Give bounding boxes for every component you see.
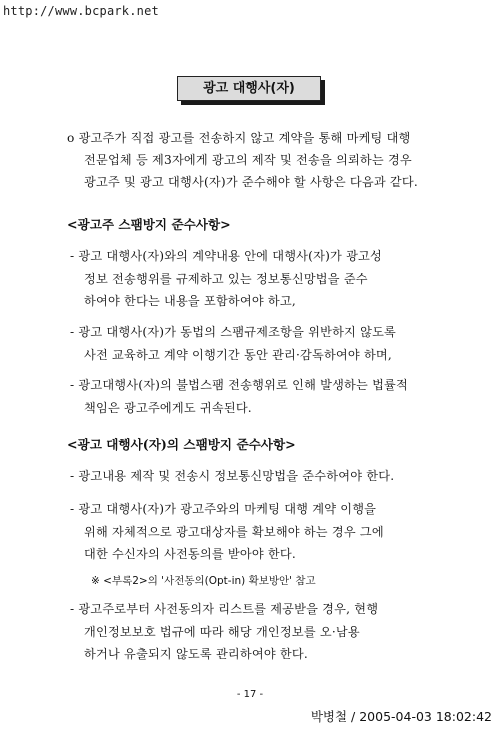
source-url-watermark: http://www.bcpark.net — [3, 4, 159, 18]
intro-line: 전문업체 등 제3자에게 광고의 제작 및 전송을 의뢰하는 경우 — [84, 153, 412, 167]
list-item-line: 책임은 광고주에게도 귀속된다. — [84, 400, 252, 415]
list-item-line: 사전 교육하고 계약 이행기간 동안 관리·감독하여야 하며, — [84, 347, 392, 362]
list-item-line: 하거나 유출되지 않도록 관리하여야 한다. — [84, 647, 308, 661]
title-box — [177, 76, 325, 105]
intro-line: 광고주 및 광고 대행사(자)가 준수해야 할 사항은 다음과 같다. — [84, 175, 418, 189]
list-item-line: 개인정보보호 법규에 따라 해당 개인정보를 오·남용 — [84, 624, 360, 639]
list-item-line: - 광고 대행사(자)가 광고주와의 마케팅 대행 계약 이행을 — [70, 502, 377, 516]
reference-note: ※ <부록2>의 '사전동의(Opt-in) 확보방안' 참고 — [91, 575, 316, 587]
section-heading-advertiser: <광고주 스팸방지 준수사항> — [67, 217, 231, 232]
page-title: 광고 대행사(자) — [177, 76, 321, 101]
list-item — [70, 245, 454, 313]
list-item-line: - 광고내용 제작 및 전송시 정보통신망법을 준수하여야 한다. — [70, 469, 395, 483]
section-heading-agency: <광고 대행사(자)의 스팸방지 준수사항> — [67, 437, 296, 452]
list-item — [70, 321, 454, 366]
list-item — [70, 598, 454, 666]
intro-paragraph — [67, 127, 451, 193]
list-item-line: - 광고주로부터 사전동의자 리스트를 제공받을 경우, 현행 — [70, 602, 379, 616]
author-timestamp-watermark: 박병철 / 2005-04-03 18:02:42 — [310, 709, 492, 724]
list-item-line: 하여야 한다는 내용을 포함하여야 하고, — [84, 294, 296, 308]
list-item — [70, 498, 454, 566]
list-item-line: - 광고대행사(자)의 불법스팸 전송행위로 인해 발생하는 법률적 — [70, 378, 408, 392]
list-item-line: - 광고 대행사(자)와의 계약내용 안에 대행사(자)가 광고성 — [70, 249, 382, 263]
list-item-line: 위해 자체적으로 광고대상자를 확보해야 하는 경우 그에 — [84, 524, 384, 539]
page-number: - 17 - — [236, 689, 264, 700]
intro-line: o 광고주가 직접 광고를 전송하지 않고 계약을 통해 마케팅 대행 — [67, 131, 411, 145]
list-item-line: - 광고 대행사(자)가 동법의 스팸규제조항을 위반하지 않도록 — [70, 325, 397, 339]
list-item-line: 정보 전송행위를 규제하고 있는 정보통신망법을 준수 — [84, 271, 368, 286]
list-item — [70, 465, 454, 488]
list-item — [70, 374, 454, 419]
list-item-line: 대한 수신자의 사전동의를 받아야 한다. — [84, 547, 296, 561]
